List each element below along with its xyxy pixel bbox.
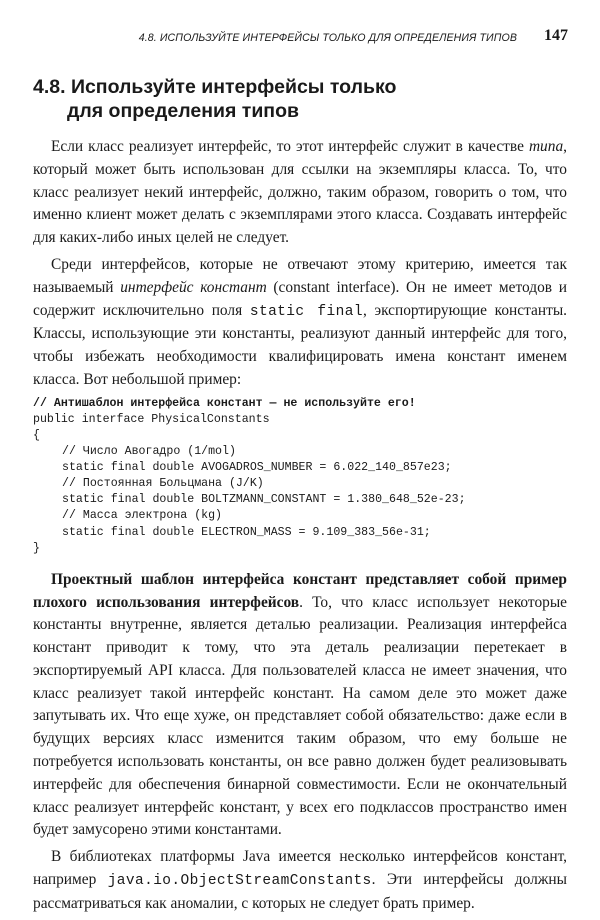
paragraph-2-text-a: Среди интерфейсов, которые не отвечают этому критерию, имеется так называемый: [33, 255, 567, 296]
section-title-line-2: для определения типов: [67, 100, 299, 122]
code-line: // Масса электрона (kg): [62, 509, 223, 523]
paragraph-1-text-a: Если класс реализует интерфейс, то этот интерфейс служит в качестве: [51, 138, 529, 155]
section-title: [33, 75, 396, 123]
paragraph-1-text-b: , который может быть использован для ссылки на экземпляры класса. То, что класс реализует некий интерфейс, должно, таким образом, говорить о том, что именно клиент может делать с экземплярами этого класса. Создавать интерфейс для каких-либо иных целей не следует.: [33, 138, 567, 247]
paragraph-2-emphasis: интерфейс констант: [120, 278, 267, 296]
code-line: }: [33, 541, 40, 555]
code-line: // Постоянная Больцмана (J/K): [62, 477, 264, 491]
paragraph-3-bold-lead: Проектный шаблон интерфейса констант представляет собой пример плохого использования интерфейсов: [33, 570, 567, 611]
code-line: // Число Авогадро (1/mol): [62, 445, 236, 459]
code-listing: [33, 396, 567, 557]
section-title-line-1: 4.8. Используйте интерфейсы только: [33, 76, 397, 98]
code-line: {: [33, 428, 40, 442]
paragraph-1-emphasis: типа: [528, 138, 564, 155]
paragraph-4-text-a: В библиотеках платформы Java имеется несколько интерфейсов констант, например: [33, 848, 567, 889]
paragraph-2-text-b: (constant interface). Он не имеет методов и содержит исключительно поля: [33, 278, 567, 319]
code-line: static final double BOLTZMANN_CONSTANT = 1.380_648_52e-23;: [62, 493, 466, 507]
code-line: static final double AVOGADROS_NUMBER = 6.022_140_857e23;: [62, 461, 452, 475]
inline-code-static-final: static final: [249, 303, 363, 320]
page-header: [0, 26, 600, 48]
paragraph-2-text-c: , экспортирующие константы. Классы, использующие эти константы, реализуют данный интерфейс для того, чтобы избежать необходимости квалифицировать имена констант именем класса. Вот небольшой пример:: [33, 301, 568, 388]
inline-code-object-stream-constants: java.io.ObjectStreamConstants: [107, 873, 372, 890]
paragraph-4-text-b: . Эти интерфейсы должны рассматриваться как аномалии, с которых не следует брать пример.: [33, 871, 567, 912]
paragraph-4: [33, 846, 567, 915]
body-text: [33, 136, 567, 920]
code-line: static final double ELECTRON_MASS = 9.109_383_56e-31;: [62, 525, 431, 539]
paragraph-3-text: . То, что класс использует некоторые константы внутренне, является деталью реализации. Реализация интерфейса констант приводит к тому, что эта деталь реализации перетекает в экспортируемый API класса. Для пользователей класса не имеет значения, что класс реализует такой интерфейс констант. На самом деле это может даже запутывать их. Что еще хуже, он представляет собой обязательство: даже если в будущих версиях класс изменится таким образом, что ему больше не потребуется использовать константы, он все равно должен будет реализовывать интерфейс для обеспечения бинарной совместимости. Если не окончательный класс реализует интерфейс констант, у всех его подклассов пространство имен будет замусорено этими константами.: [33, 593, 568, 839]
paragraph-2: [33, 254, 567, 392]
running-head: 4.8. ИСПОЛЬЗУЙТЕ ИНТЕРФЕЙСЫ ТОЛЬКО ДЛЯ ОПРЕДЕЛЕНИЯ ТИПОВ: [138, 32, 517, 44]
paragraph-3: [33, 569, 567, 843]
page-number: 147: [544, 27, 568, 44]
code-comment-line: // Антишаблон интерфейса констант — не используйте его!: [33, 396, 416, 410]
paragraph-1: [33, 136, 567, 250]
code-line: public interface PhysicalConstants: [33, 412, 270, 426]
